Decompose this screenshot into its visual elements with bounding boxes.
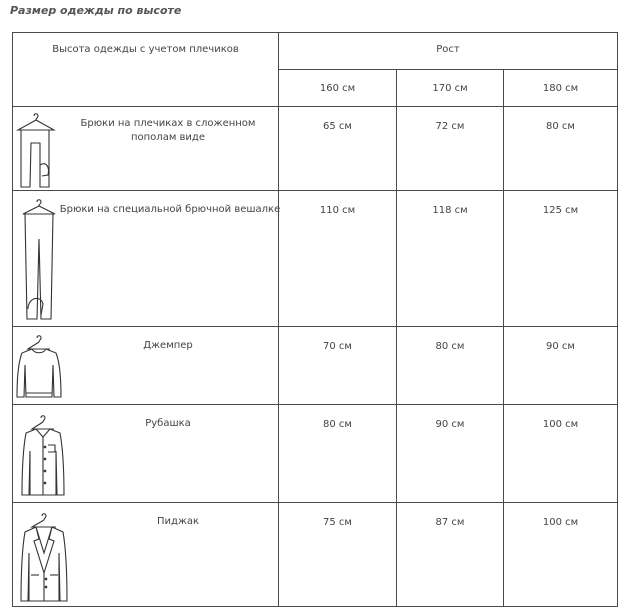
item-cell [13,503,279,607]
item-column-header: Высота одежды с учетом плечиков [13,33,279,107]
height-160: 160 см [279,70,397,107]
value-cell: 125 см [504,191,618,327]
value-cell: 70 см [279,327,397,405]
item-name: Пиджак [156,516,200,527]
item-cell [13,327,279,405]
item-name: Джемпер [143,340,193,351]
trousers-folded-hanger-icon [14,113,56,189]
table-row [13,107,618,191]
item-name: Брюки на специальной брючной вешалке [59,204,281,215]
value-cell: 65 см [279,107,397,191]
item-cell [13,191,279,327]
item-cell [13,107,279,191]
trousers-long-hanger-icon [19,199,59,321]
value-cell: 100 см [504,405,618,503]
item-name: Брюки на плечиках в сложенном пополам виде [80,118,256,143]
item-name: Рубашка [145,418,191,429]
item-cell [13,405,279,503]
table-row [13,327,618,405]
height-170: 170 см [397,70,504,107]
value-cell: 80 см [279,405,397,503]
value-cell: 72 см [397,107,504,191]
header-row [13,33,618,70]
page-title: Размер одежды по высоте [10,4,182,17]
table-row [13,503,618,607]
height-group-header: Рост [279,33,618,70]
value-cell: 118 см [397,191,504,327]
height-180: 180 см [504,70,618,107]
size-table [12,32,618,607]
table-row [13,405,618,503]
value-cell: 87 см [397,503,504,607]
jumper-icon [14,335,64,401]
value-cell: 90 см [397,405,504,503]
jacket-icon [17,513,71,605]
value-cell: 75 см [279,503,397,607]
value-cell: 110 см [279,191,397,327]
value-cell: 90 см [504,327,618,405]
shirt-icon [18,415,68,499]
value-cell: 100 см [504,503,618,607]
value-cell: 80 см [397,327,504,405]
table-row [13,191,618,327]
value-cell: 80 см [504,107,618,191]
